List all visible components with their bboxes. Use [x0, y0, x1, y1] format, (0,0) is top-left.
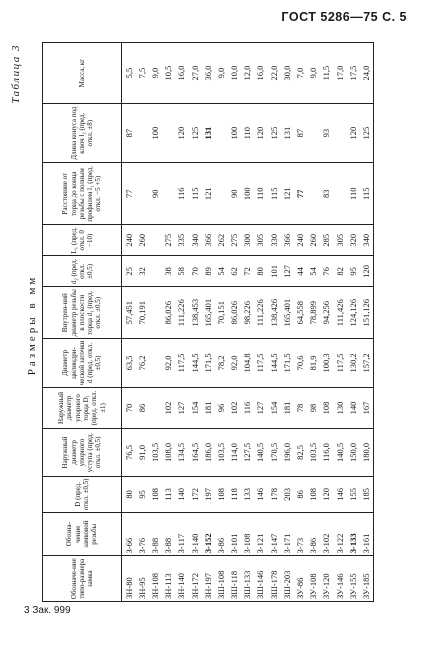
table-cell: ЗН-172 — [188, 556, 201, 602]
table-row — [307, 43, 320, 602]
table-cell: 63,5 — [122, 339, 136, 388]
table-cell: 172 — [188, 476, 201, 512]
table-cell: 80 — [254, 256, 267, 287]
table-cell: З-171 — [280, 512, 293, 555]
table-cell: 144,5 — [188, 339, 201, 388]
table-cell: 115 — [267, 163, 280, 225]
table-cell: 64,558 — [293, 287, 306, 339]
table-cell: 203 — [280, 476, 293, 512]
table-row — [280, 43, 293, 602]
table-cell — [162, 163, 175, 225]
table-cell: З-88 — [148, 512, 161, 555]
table-cell: 5,5 — [122, 43, 136, 104]
table-cell: 127,5 — [241, 429, 254, 477]
table-cell: 7,5 — [135, 43, 148, 104]
table-row — [188, 43, 201, 602]
table-cell: 103,5 — [307, 429, 320, 477]
table-cell: 76,5 — [122, 429, 136, 477]
units-title: Размеры в мм — [26, 274, 38, 376]
table-cell: 102 — [228, 387, 241, 428]
table-cell: ЗН-197 — [201, 556, 214, 602]
table-cell: 165,401 — [201, 287, 214, 339]
table-cell: 185 — [359, 476, 373, 512]
gost-header: ГОСТ 5286—75 С. 5 — [281, 10, 407, 24]
table-cell: 96 — [214, 387, 227, 428]
table-cell: 155 — [346, 476, 359, 512]
table-cell: 108 — [307, 476, 320, 512]
table-cell: ЗШ-108 — [214, 556, 227, 602]
table-cell: 70,151 — [214, 287, 227, 339]
table-cell: 366 — [201, 225, 214, 256]
table-cell: 32 — [135, 256, 148, 287]
table-cell: 108 — [320, 387, 333, 428]
table-cell: 117,5 — [254, 339, 267, 388]
table-cell: 181 — [280, 387, 293, 428]
table-cell: ЗН-80 — [122, 556, 136, 602]
table-cell: 305 — [333, 225, 346, 256]
column-header: Наружный диаметр упорного уступа (пред. откл. ±0,5) — [43, 429, 122, 477]
table-cell: 90 — [228, 163, 241, 225]
table-cell: 130,2 — [346, 339, 359, 388]
table-cell: 366 — [280, 225, 293, 256]
table-cell: 125 — [359, 104, 373, 163]
table-cell: ЗШ-146 — [254, 556, 267, 602]
table-cell: 118 — [228, 476, 241, 512]
table-cell: 116,0 — [320, 429, 333, 477]
table-header — [43, 43, 122, 602]
table-cell: 111,226 — [175, 287, 188, 339]
table-cell: 25 — [122, 256, 136, 287]
table-cell: 110 — [241, 104, 254, 163]
table-cell: 115 — [188, 163, 201, 225]
table-cell: 30,0 — [280, 43, 293, 104]
dimensions-table — [42, 42, 374, 602]
table-cell: 57,451 — [122, 287, 136, 339]
table-cell: 100 — [148, 104, 161, 163]
table-cell: 27,0 — [188, 43, 201, 104]
table-cell: 87 — [122, 104, 136, 163]
table-cell: 300 — [241, 225, 254, 256]
table-cell: З-140 — [188, 512, 201, 555]
table-cell: З-108 — [241, 512, 254, 555]
column-header: Масса, кг — [43, 43, 122, 104]
column-header: Расстояние от торца до конца резьбы с полным профилем l₁ (пред. откл. −5 +5) — [43, 163, 122, 225]
table-cell: 154 — [267, 387, 280, 428]
table-cell: 116 — [241, 387, 254, 428]
table-cell: З-73 — [293, 512, 306, 555]
table-cell: 86 — [135, 387, 148, 428]
table-cell: 240 — [122, 225, 136, 256]
table-row — [228, 43, 241, 602]
table-cell: ЗУ-108 — [307, 556, 320, 602]
table-cell: 108 — [148, 476, 161, 512]
table-cell: 285 — [320, 225, 333, 256]
table-cell: 81,9 — [307, 339, 320, 388]
table-cell: 140 — [346, 387, 359, 428]
table-cell: 180,0 — [359, 429, 373, 477]
table-cell: 181 — [201, 387, 214, 428]
table-cell: 113 — [162, 476, 175, 512]
table-cell: 94,256 — [320, 287, 333, 339]
table-cell: 11,5 — [320, 43, 333, 104]
table-row — [293, 43, 306, 602]
table-cell: 108 — [214, 476, 227, 512]
table-row — [135, 43, 148, 602]
table-cell: 146 — [254, 476, 267, 512]
table-cell: 38 — [162, 256, 175, 287]
table-cell: 10,5 — [162, 43, 175, 104]
table-cell: 7,0 — [293, 43, 306, 104]
table-cell: 131 — [280, 104, 293, 163]
table-cell: 82,5 — [293, 429, 306, 477]
table-cell: 125 — [267, 104, 280, 163]
table-cell: 275 — [162, 225, 175, 256]
table-cell: 36,0 — [201, 43, 214, 104]
table-cell: 76 — [320, 256, 333, 287]
table-cell: 125 — [188, 104, 201, 163]
table-cell: 76,2 — [135, 339, 148, 388]
table-cell: ЗН-140 — [175, 556, 188, 602]
column-header: d₂ (пред. откл. ±0,5) — [43, 256, 122, 287]
table-cell: 164,5 — [188, 429, 201, 477]
table-cell: 120 — [254, 104, 267, 163]
table-cell: 335 — [175, 225, 188, 256]
table-cell: 10,0 — [228, 43, 241, 104]
table-cell: 140,5 — [333, 429, 346, 477]
table-cell: 197 — [201, 476, 214, 512]
table-cell: ЗУ-86 — [293, 556, 306, 602]
table-cell: 22,0 — [267, 43, 280, 104]
table-cell: 150,0 — [346, 429, 359, 477]
column-header: Длина конуса под ключ l₂ (пред. откл. ±8) — [43, 104, 122, 163]
table-cell: З-117 — [175, 512, 188, 555]
table-cell — [307, 104, 320, 163]
table-row — [267, 43, 280, 602]
table-cell: ЗУ-185 — [359, 556, 373, 602]
table-cell: 120 — [175, 104, 188, 163]
table-cell: ЗУ-155 — [346, 556, 359, 602]
table-cell: 83 — [320, 163, 333, 225]
table-cell — [162, 104, 175, 163]
table-cell: 95 — [135, 476, 148, 512]
table-cell — [214, 104, 227, 163]
table-cell: 58 — [175, 256, 188, 287]
table-cell: 138,453 — [188, 287, 201, 339]
table-cell: 157,2 — [359, 339, 373, 388]
table-cell: 121 — [201, 163, 214, 225]
column-header: Обозна-чение замковой резьбы — [43, 512, 122, 555]
table-cell: 78,899 — [307, 287, 320, 339]
table-cell: З-121 — [254, 512, 267, 555]
table-cell — [148, 287, 161, 339]
table-cell: 80 — [122, 476, 136, 512]
table-cell: З-122 — [333, 512, 346, 555]
table-cell: 16,0 — [254, 43, 267, 104]
table-cell: З-66 — [122, 512, 136, 555]
table-cell: 17,0 — [333, 43, 346, 104]
table-cell: 17,5 — [346, 43, 359, 104]
table-cell: ЗШ-133 — [241, 556, 254, 602]
table-cell: 70 — [122, 387, 136, 428]
table-cell: З-152 — [201, 512, 214, 555]
column-header: Обозначе-ние типо-размера замка — [43, 556, 122, 602]
table-row — [320, 43, 333, 602]
table-cell: 100 — [241, 163, 254, 225]
table-cell: 167 — [359, 387, 373, 428]
table-cell — [148, 225, 161, 256]
table-row — [148, 43, 161, 602]
table-cell: 89 — [201, 256, 214, 287]
table-cell: 305 — [254, 225, 267, 256]
table-cell: З-133 — [346, 512, 359, 555]
table-cell: З-147 — [267, 512, 280, 555]
table-cell: 103,5 — [214, 429, 227, 477]
table-cell — [148, 256, 161, 287]
table-cell: З-86 — [214, 512, 227, 555]
table-cell: 330 — [267, 225, 280, 256]
table-cell: 170,5 — [267, 429, 280, 477]
table-cell — [214, 163, 227, 225]
table-cell: 121 — [280, 163, 293, 225]
table-cell: 134,5 — [175, 429, 188, 477]
table-cell: 130 — [333, 387, 346, 428]
table-cell: 171,5 — [280, 339, 293, 388]
table-cell: 120 — [346, 104, 359, 163]
table-cell: 151,126 — [359, 287, 373, 339]
table-cell — [307, 163, 320, 225]
table-cell: 9,0 — [307, 43, 320, 104]
table-cell: 260 — [135, 225, 148, 256]
table-cell: 9,0 — [148, 43, 161, 104]
table-cell: 340 — [359, 225, 373, 256]
table-caption: Таблица 3 — [10, 44, 22, 104]
table-cell: 262 — [214, 225, 227, 256]
table-cell: 117,5 — [333, 339, 346, 388]
table-cell: ЗУ-146 — [333, 556, 346, 602]
table-cell: 87 — [293, 104, 306, 163]
table-cell: 9,0 — [214, 43, 227, 104]
table-cell: 196,0 — [280, 429, 293, 477]
table-row — [254, 43, 267, 602]
rotated-table-sheet — [0, 30, 427, 620]
table-row — [122, 43, 136, 602]
table-cell: 260 — [307, 225, 320, 256]
table-cell: 54 — [214, 256, 227, 287]
table-cell: 100 — [228, 104, 241, 163]
table-body — [122, 43, 374, 602]
table-cell: 62 — [228, 256, 241, 287]
table-cell: ЗУ-120 — [320, 556, 333, 602]
table-cell: 154 — [188, 387, 201, 428]
table-row — [346, 43, 359, 602]
table-cell: 108,0 — [162, 429, 175, 477]
table-cell: 133 — [241, 476, 254, 512]
table-cell: 86,026 — [162, 287, 175, 339]
column-header: L₁ (пред. откл. 0 −10) — [43, 225, 122, 256]
table-cell: 101 — [267, 256, 280, 287]
table-row — [359, 43, 373, 602]
table-cell: 140,5 — [254, 429, 267, 477]
table-cell: ЗШ-203 — [280, 556, 293, 602]
table-cell: 70 — [188, 256, 201, 287]
table-cell: 102 — [162, 387, 175, 428]
table-row — [333, 43, 346, 602]
table-cell: 103,5 — [148, 429, 161, 477]
table-cell: 100,3 — [320, 339, 333, 388]
table-cell: 78,2 — [214, 339, 227, 388]
table-cell: 72 — [241, 256, 254, 287]
table-cell: ЗШ-178 — [267, 556, 280, 602]
table-cell: 131 — [201, 104, 214, 163]
table-cell: 82 — [333, 256, 346, 287]
table-cell: 77 — [122, 163, 136, 225]
table-cell: 114,0 — [228, 429, 241, 477]
table-cell: З-102 — [320, 512, 333, 555]
table-cell: 111,226 — [254, 287, 267, 339]
table-cell — [333, 163, 346, 225]
order-footer: 3 Зак. 999 — [24, 605, 71, 616]
table-cell: 54 — [307, 256, 320, 287]
column-header: D (пред. откл. ±0,5) — [43, 476, 122, 512]
table-row — [214, 43, 227, 602]
table-cell: З-101 — [228, 512, 241, 555]
table-cell — [148, 339, 161, 388]
table-cell: 116 — [175, 163, 188, 225]
table-cell: 92,0 — [228, 339, 241, 388]
table-cell: 117,5 — [175, 339, 188, 388]
table-cell: 110 — [346, 163, 359, 225]
table-cell: ЗШ-118 — [228, 556, 241, 602]
table-cell: 140 — [175, 476, 188, 512]
table-row — [162, 43, 175, 602]
table-cell: З-161 — [359, 512, 373, 555]
table-cell: 275 — [228, 225, 241, 256]
table-cell: 340 — [188, 225, 201, 256]
table-cell: 78 — [293, 387, 306, 428]
table-cell — [135, 104, 148, 163]
table-cell: 186,0 — [201, 429, 214, 477]
table-cell: 98 — [307, 387, 320, 428]
table-cell: 98,226 — [241, 287, 254, 339]
table-cell: 111,426 — [333, 287, 346, 339]
column-header: Диаметр цилиндри-ческой заточки d (пред. откл. ±0,5) — [43, 339, 122, 388]
table-cell: ЗН-113 — [162, 556, 175, 602]
table-cell: 86,026 — [228, 287, 241, 339]
table-cell: 115 — [359, 163, 373, 225]
table-cell: 44 — [293, 256, 306, 287]
table-cell: 120 — [320, 476, 333, 512]
table-row — [175, 43, 188, 602]
table-cell: 95 — [346, 256, 359, 287]
table-cell: ЗН-95 — [135, 556, 148, 602]
table-cell: ЗН-108 — [148, 556, 161, 602]
table-cell: 70,191 — [135, 287, 148, 339]
table-cell — [333, 104, 346, 163]
table-cell: 240 — [293, 225, 306, 256]
table-cell: 178 — [267, 476, 280, 512]
column-header: Наружный диаметр упорного торца D₁ (пред. откл. ±1) — [43, 387, 122, 428]
table-row — [241, 43, 254, 602]
table-cell: 127 — [254, 387, 267, 428]
table-cell: 146 — [333, 476, 346, 512]
table-cell: 16,0 — [175, 43, 188, 104]
table-cell: 120 — [359, 256, 373, 287]
table-cell: 124,126 — [346, 287, 359, 339]
table-cell — [135, 163, 148, 225]
table-cell: 104,8 — [241, 339, 254, 388]
table-cell: 86 — [293, 476, 306, 512]
table-cell: 91,0 — [135, 429, 148, 477]
table-cell: 144,5 — [267, 339, 280, 388]
table-cell: 110 — [254, 163, 267, 225]
table-cell: 138,426 — [267, 287, 280, 339]
table-cell: 70,6 — [293, 339, 306, 388]
table-cell: 92,0 — [162, 339, 175, 388]
column-header: Внутрен-ний диаметр резьбы в плоскости торца d₁ (пред. откл. ±0,5) — [43, 287, 122, 339]
table-cell: 90 — [148, 163, 161, 225]
table-cell: 77 — [293, 163, 306, 225]
table-cell: 320 — [346, 225, 359, 256]
table-cell: 127 — [175, 387, 188, 428]
table-cell: 93 — [320, 104, 333, 163]
table-cell — [148, 387, 161, 428]
table-cell: 12,0 — [241, 43, 254, 104]
table-cell: 171,5 — [201, 339, 214, 388]
table-row — [201, 43, 214, 602]
table-cell: 165,401 — [280, 287, 293, 339]
table-cell: З-88 — [162, 512, 175, 555]
table-cell: З-76 — [135, 512, 148, 555]
table-cell: 127 — [280, 256, 293, 287]
table-cell: 24,0 — [359, 43, 373, 104]
table-cell: З-86 — [307, 512, 320, 555]
